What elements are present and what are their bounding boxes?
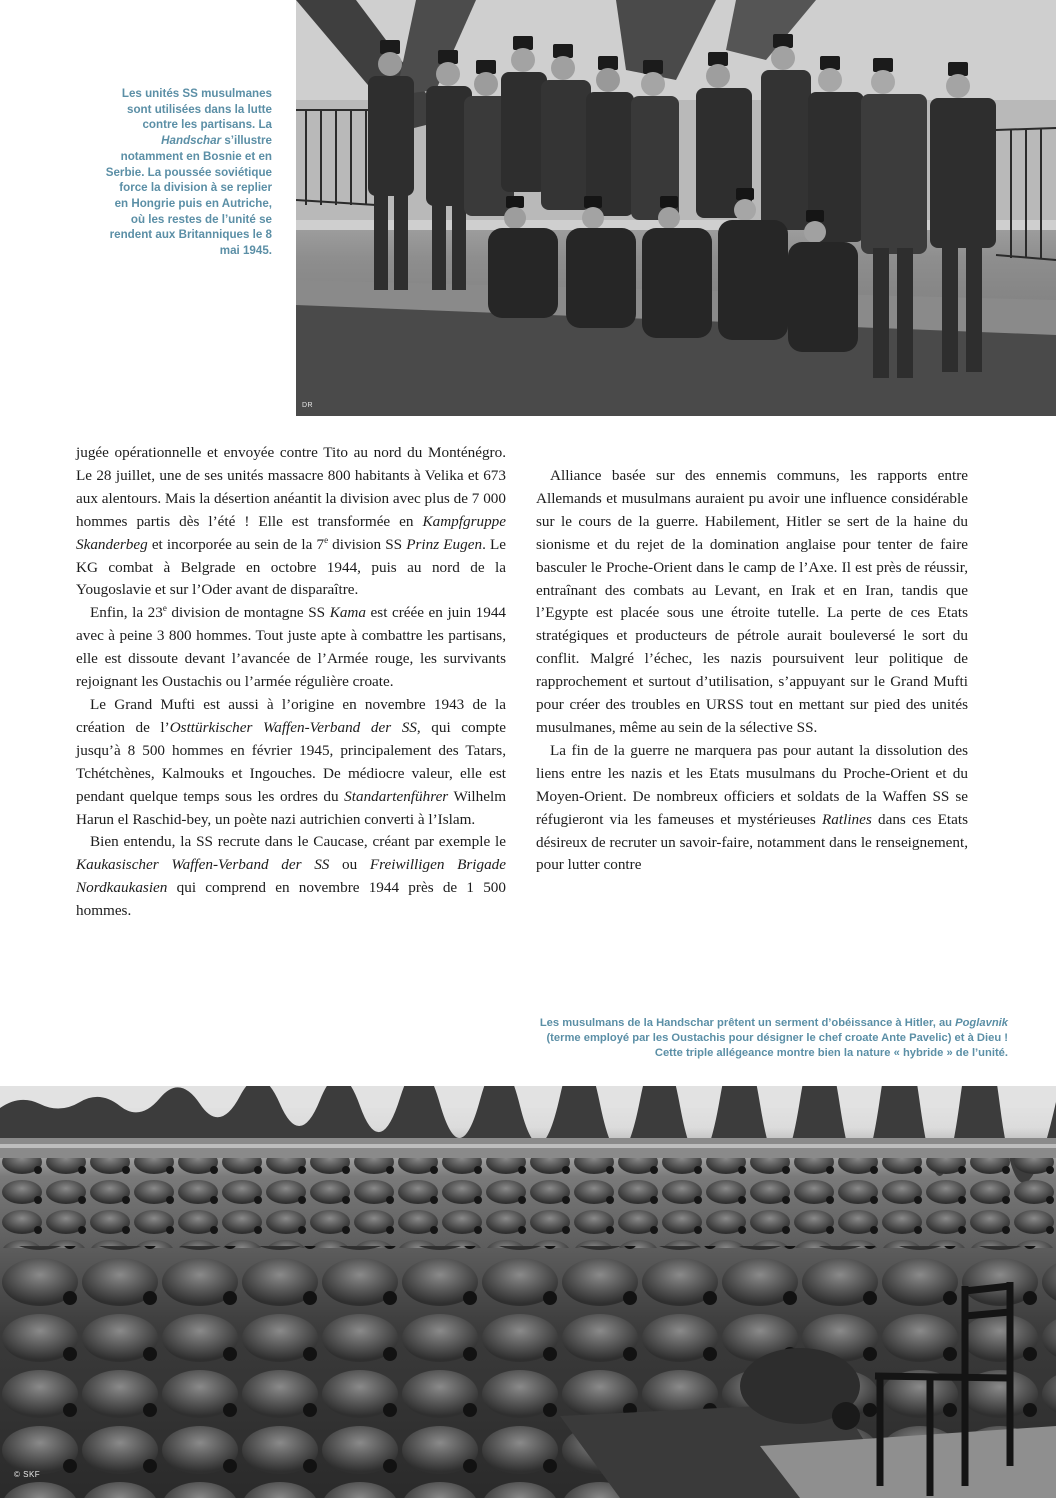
text-run: jugée opérationnelle et envoyée contre Tito au nord du Monténégro. Le 28 juillet, une de ses unités massacre 800 habitants à Velika et 673 aux alentours. Mais la désertion anéantit la division avec plus de 7 000 hommes partis dès l’été ! Elle est transformée en: [76, 444, 506, 530]
superscript: e: [324, 534, 329, 545]
article-column-left: [76, 442, 506, 923]
side-caption-text-2: s’illustre notamment en Bosnie et en Serbie. La poussée soviétique force la division à se replier en Hongrie puis en Autriche, où les restes de l’unité se rendent aux Britanniques le 8 mai 1945.: [105, 134, 272, 258]
paragraph: [76, 442, 506, 602]
text-run: Wilhelm Harun el Raschid-bey, un poète nazi autrichien converti à l’Islam.: [76, 787, 507, 828]
paragraph: [76, 694, 506, 831]
text-run-italic: Prinz Eugen: [406, 535, 483, 553]
bottom-caption: [520, 1016, 1008, 1062]
side-caption-italic: Handschar: [161, 134, 222, 148]
paragraph: [536, 740, 968, 877]
text-run-italic: Osttürkischer Waffen-Verband der SS: [169, 718, 417, 736]
text-run: Bien entendu, la SS recrute dans le Caucase, créant par exemple le: [90, 833, 506, 851]
text-run: . Le KG combat à Belgrade en octobre 1944, puis au nord de la Yougoslavie et sur l’Oder avant de disparaître.: [76, 535, 506, 599]
top-photo-illustration: [296, 0, 1056, 416]
text-run: et incorporée au sein de la 7: [147, 535, 325, 553]
text-run: est créée en juin 1944 avec à peine 3 800 hommes. Tout juste apte à combattre les partisans, elle est dissoute devant l’avancée de l’Armée rouge, les survivants rejoignant les Oustachis ou l’armée régulière croate.: [76, 604, 507, 691]
text-run-italic: Kama: [329, 604, 366, 622]
article-column-right: [536, 465, 968, 877]
text-run: Enfin, la 23: [90, 604, 163, 622]
paragraph: [76, 602, 506, 694]
text-run: , qui compte jusqu’à 8 500 hommes en février 1945, principalement des Tatars, Tchétchènes, Kalmouks et Ingouches. De médiocre valeur, elle est pendant quelque temps sous les ordres du: [76, 718, 506, 805]
top-photo-credit: DR: [302, 402, 314, 409]
text-run: Alliance basée sur des ennemis communs, les rapports entre Allemands et musulmans auraient pu avoir une influence considérable sur le cours de la guerre. Habilement, Hitler se sert de la haine du sionisme et du rejet de la domination anglaise pour tenter de faire basculer le Proche-Orient dans le camp de l’Axe. Il est près de réussir, entraînant des combats au Levant, en Irak et en Iran, tandis que l’Egypte est placée sous une étroite tutelle. La perte de ces Etats stratégiques et producteurs de pétrole aurait bouleversé le sort du conflit. Malgré l’échec, les nazis poursuivent leur politique de rapprochement et surtout d’utilisation, s’appuyant sur le Grand Mufti pour créer des troubles en URSS tout en mettant sur pied des unités musulmanes, même au sein de la sélective SS.: [536, 467, 968, 736]
text-run: division SS: [328, 535, 407, 553]
superscript: e: [162, 603, 167, 614]
paragraph: [76, 831, 506, 923]
bottom-caption-italic: Poglavnik: [955, 1017, 1008, 1029]
paragraph: [536, 465, 968, 740]
bottom-photo-illustration: [0, 1086, 1056, 1498]
bottom-photo-prayer: [0, 1086, 1056, 1498]
text-run-italic: Kampfgruppe Skanderbeg: [76, 512, 506, 553]
text-run: dans ces Etats désireux de recruter un savoir-faire, notamment dans le renseignement, pour lutter contre: [536, 810, 968, 874]
bottom-photo-credit: © SKF: [14, 1470, 41, 1479]
text-run: La fin de la guerre ne marquera pas pour autant la dissolution des liens entre les nazis et les Etats musulmans du Proche-Orient et du Moyen-Orient. De nombreux officiers et soldats de la Waffen SS se réfugieront via les fameuses et mystérieuses: [536, 741, 968, 828]
side-caption: [104, 86, 272, 259]
bottom-caption-text-2: (terme employé par les Oustachis pour désigner le chef croate Ante Pavelic) et à Dieu ! Cette triple allégeance montre bien la nature « hybride » de l’unité.: [546, 1032, 1008, 1060]
text-run: qui comprend en novembre 1944 près de 1 500 hommes.: [76, 879, 506, 920]
top-photo-soldiers-on-bridge: [296, 0, 1056, 416]
text-run: division de montagne SS: [166, 604, 330, 622]
text-run-italic: Standartenführer: [344, 787, 449, 805]
side-caption-text-1: Les unités SS musulmanes sont utilisées dans la lutte contre les partisans. La: [121, 87, 272, 132]
text-run: Le Grand Mufti est aussi à l’origine en novembre 1943 de la création de l’: [76, 695, 506, 736]
text-run-italic: Ratlines: [822, 810, 872, 828]
text-run: ou: [329, 856, 370, 874]
text-run-italic: Freiwilligen Brigade Nordkaukasien: [76, 856, 506, 897]
text-run-italic: Kaukasischer Waffen-Verband der SS: [76, 856, 330, 874]
bottom-caption-text-1: Les musulmans de la Handschar prêtent un serment d’obéissance à Hitler, au: [539, 1017, 956, 1029]
